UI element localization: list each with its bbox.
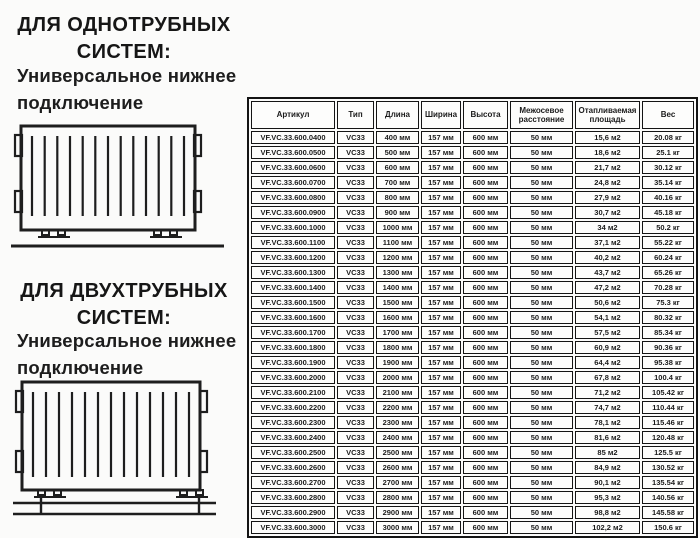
table-cell: 1400 мм [376, 281, 419, 294]
table-cell: 600 мм [463, 446, 508, 459]
table-cell: 600 мм [463, 371, 508, 384]
table-cell: 18,6 м2 [575, 146, 640, 159]
table-cell: 157 мм [421, 446, 461, 459]
table-row [251, 266, 694, 279]
table-cell: 115.46 кг [642, 416, 694, 429]
table-cell: 50 мм [510, 506, 573, 519]
table-cell: 74,7 м2 [575, 401, 640, 414]
table-cell: 1500 мм [376, 296, 419, 309]
table-cell: 157 мм [421, 146, 461, 159]
table-cell: 157 мм [421, 236, 461, 249]
table-cell: 50 мм [510, 341, 573, 354]
table-cell: VF.VC.33.600.2500 [251, 446, 335, 459]
table-cell: 3000 мм [376, 521, 419, 534]
table-cell: VF.VC.33.600.2400 [251, 431, 335, 444]
spec-table-body [251, 131, 694, 534]
table-cell: 50 мм [510, 296, 573, 309]
table-cell: 157 мм [421, 476, 461, 489]
table-cell: 600 мм [463, 281, 508, 294]
table-cell: 50 мм [510, 356, 573, 369]
table-cell: VF.VC.33.600.2800 [251, 491, 335, 504]
table-cell: 157 мм [421, 131, 461, 144]
table-cell: 600 мм [463, 506, 508, 519]
table-cell: 900 мм [376, 206, 419, 219]
table-cell: 50 мм [510, 206, 573, 219]
table-cell: 700 мм [376, 176, 419, 189]
table-cell: 135.54 кг [642, 476, 694, 489]
table-cell: 2000 мм [376, 371, 419, 384]
table-cell: 157 мм [421, 401, 461, 414]
table-cell: 64,4 м2 [575, 356, 640, 369]
radiator-diagram-single-pipe [8, 118, 238, 252]
table-cell: 400 мм [376, 131, 419, 144]
col-header-type: Тип [337, 101, 374, 129]
table-cell: VF.VC.33.600.3000 [251, 521, 335, 534]
table-row [251, 296, 694, 309]
table-cell: 85 м2 [575, 446, 640, 459]
table-cell: 2100 мм [376, 386, 419, 399]
table-cell: VF.VC.33.600.1600 [251, 311, 335, 324]
table-cell: 157 мм [421, 326, 461, 339]
table-cell: 98,8 м2 [575, 506, 640, 519]
table-cell: 145.58 кг [642, 506, 694, 519]
table-row [251, 176, 694, 189]
table-cell: VC33 [337, 161, 374, 174]
table-cell: VC33 [337, 311, 374, 324]
table-cell: 1600 мм [376, 311, 419, 324]
table-cell: VC33 [337, 131, 374, 144]
table-cell: 157 мм [421, 281, 461, 294]
table-cell: 1900 мм [376, 356, 419, 369]
table-row [251, 431, 694, 444]
table-cell: VF.VC.33.600.2900 [251, 506, 335, 519]
table-cell: 50.2 кг [642, 221, 694, 234]
table-cell: 65.26 кг [642, 266, 694, 279]
table-cell: 50 мм [510, 161, 573, 174]
table-row [251, 251, 694, 264]
table-row [251, 206, 694, 219]
table-cell: 157 мм [421, 521, 461, 534]
table-row [251, 326, 694, 339]
table-cell: 50 мм [510, 446, 573, 459]
table-cell: 1800 мм [376, 341, 419, 354]
table-cell: 80.32 кг [642, 311, 694, 324]
table-cell: 34 м2 [575, 221, 640, 234]
col-header-article: Артикул [251, 101, 335, 129]
table-cell: 50,6 м2 [575, 296, 640, 309]
table-cell: VC33 [337, 146, 374, 159]
table-cell: 2500 мм [376, 446, 419, 459]
table-cell: 157 мм [421, 356, 461, 369]
table-cell: 50 мм [510, 236, 573, 249]
table-cell: VF.VC.33.600.0800 [251, 191, 335, 204]
table-cell: VF.VC.33.600.2300 [251, 416, 335, 429]
table-cell: 600 мм [463, 146, 508, 159]
table-cell: 85.34 кг [642, 326, 694, 339]
table-cell: 600 мм [463, 161, 508, 174]
table-row [251, 521, 694, 534]
table-cell: 81,6 м2 [575, 431, 640, 444]
table-row [251, 236, 694, 249]
table-cell: 130.52 кг [642, 461, 694, 474]
table-cell: 157 мм [421, 506, 461, 519]
table-cell: 600 мм [463, 356, 508, 369]
table-cell: 102,2 м2 [575, 521, 640, 534]
table-cell: VF.VC.33.600.2600 [251, 461, 335, 474]
table-cell: 157 мм [421, 221, 461, 234]
table-cell: 157 мм [421, 161, 461, 174]
table-row [251, 401, 694, 414]
col-header-weight: Вес [642, 101, 694, 129]
table-cell: 50 мм [510, 371, 573, 384]
table-cell: 30.12 кг [642, 161, 694, 174]
table-cell: 50 мм [510, 251, 573, 264]
table-cell: 2300 мм [376, 416, 419, 429]
table-cell: VF.VC.33.600.2000 [251, 371, 335, 384]
table-cell: 157 мм [421, 341, 461, 354]
table-cell: 60,9 м2 [575, 341, 640, 354]
table-cell: VC33 [337, 491, 374, 504]
table-cell: 50 мм [510, 476, 573, 489]
table-cell: 600 мм [463, 221, 508, 234]
table-row [251, 221, 694, 234]
table-cell: 67,8 м2 [575, 371, 640, 384]
table-row [251, 146, 694, 159]
col-header-height: Высота [463, 101, 508, 129]
table-cell: 43,7 м2 [575, 266, 640, 279]
table-cell: 50 мм [510, 326, 573, 339]
table-cell: VF.VC.33.600.2200 [251, 401, 335, 414]
table-cell: 600 мм [463, 206, 508, 219]
table-cell: VC33 [337, 176, 374, 189]
table-row [251, 191, 694, 204]
table-row [251, 491, 694, 504]
table-cell: 50 мм [510, 281, 573, 294]
table-cell: 157 мм [421, 461, 461, 474]
table-cell: 47,2 м2 [575, 281, 640, 294]
table-cell: 20.08 кг [642, 131, 694, 144]
table-cell: VF.VC.33.600.1300 [251, 266, 335, 279]
table-cell: VC33 [337, 506, 374, 519]
table-cell: 2600 мм [376, 461, 419, 474]
table-cell: 50 мм [510, 146, 573, 159]
table-cell: 600 мм [463, 461, 508, 474]
table-cell: VF.VC.33.600.0400 [251, 131, 335, 144]
table-cell: 157 мм [421, 191, 461, 204]
table-cell: 50 мм [510, 221, 573, 234]
table-row [251, 386, 694, 399]
table-cell: 600 мм [463, 386, 508, 399]
table-cell: 50 мм [510, 176, 573, 189]
table-cell: VC33 [337, 266, 374, 279]
table-cell: 95.38 кг [642, 356, 694, 369]
heading-two-pipe-systems: ДЛЯ ДВУХТРУБНЫХ СИСТЕМ: [20, 280, 228, 329]
col-header-length: Длина [376, 101, 419, 129]
table-cell: 50 мм [510, 431, 573, 444]
radiator-diagram-two-pipe [8, 377, 238, 525]
table-row [251, 371, 694, 384]
table-cell: 1300 мм [376, 266, 419, 279]
table-row [251, 476, 694, 489]
table-cell: 50 мм [510, 416, 573, 429]
table-cell: 500 мм [376, 146, 419, 159]
subheading-universal-bottom-connection-1: Универсальное нижнее подключение [17, 65, 237, 113]
table-cell: 600 мм [463, 311, 508, 324]
table-cell: VC33 [337, 431, 374, 444]
table-cell: 84,9 м2 [575, 461, 640, 474]
table-cell: 90.36 кг [642, 341, 694, 354]
table-cell: 75.3 кг [642, 296, 694, 309]
table-cell: 50 мм [510, 491, 573, 504]
table-header-row [251, 101, 694, 129]
table-cell: 600 мм [463, 341, 508, 354]
table-cell: 600 мм [463, 176, 508, 189]
table-row [251, 356, 694, 369]
table-cell: 157 мм [421, 251, 461, 264]
table-cell: 1200 мм [376, 251, 419, 264]
table-cell: VF.VC.33.600.1400 [251, 281, 335, 294]
table-cell: 45.18 кг [642, 206, 694, 219]
table-cell: VF.VC.33.600.0600 [251, 161, 335, 174]
table-cell: 157 мм [421, 206, 461, 219]
table-cell: VC33 [337, 296, 374, 309]
heading-single-pipe-systems: ДЛЯ ОДНОТРУБНЫХ СИСТЕМ: [17, 14, 231, 63]
table-row [251, 161, 694, 174]
table-cell: 150.6 кг [642, 521, 694, 534]
table-cell: 50 мм [510, 266, 573, 279]
table-cell: 21,7 м2 [575, 161, 640, 174]
table-cell: 600 мм [463, 131, 508, 144]
table-cell: VF.VC.33.600.1100 [251, 236, 335, 249]
table-cell: VF.VC.33.600.0500 [251, 146, 335, 159]
table-cell: 120.48 кг [642, 431, 694, 444]
table-cell: VC33 [337, 371, 374, 384]
table-row [251, 311, 694, 324]
table-cell: 2800 мм [376, 491, 419, 504]
table-cell: 50 мм [510, 191, 573, 204]
table-cell: VC33 [337, 251, 374, 264]
table-cell: VF.VC.33.600.1700 [251, 326, 335, 339]
table-cell: 40.16 кг [642, 191, 694, 204]
table-cell: VC33 [337, 341, 374, 354]
table-cell: 125.5 кг [642, 446, 694, 459]
table-cell: 57,5 м2 [575, 326, 640, 339]
table-cell: 50 мм [510, 311, 573, 324]
table-cell: 50 мм [510, 131, 573, 144]
table-cell: 105.42 кг [642, 386, 694, 399]
table-cell: 24,8 м2 [575, 176, 640, 189]
table-cell: 110.44 кг [642, 401, 694, 414]
table-row [251, 131, 694, 144]
table-cell: 600 мм [463, 251, 508, 264]
table-cell: 600 мм [463, 401, 508, 414]
table-cell: 15,6 м2 [575, 131, 640, 144]
table-cell: 157 мм [421, 416, 461, 429]
table-cell: VF.VC.33.600.1200 [251, 251, 335, 264]
table-cell: 78,1 м2 [575, 416, 640, 429]
table-cell: VC33 [337, 521, 374, 534]
table-cell: 2900 мм [376, 506, 419, 519]
table-cell: VC33 [337, 416, 374, 429]
table-cell: 1100 мм [376, 236, 419, 249]
radiator-spec-table [247, 97, 698, 538]
col-header-axial-distance: Межосевое расстояние [510, 101, 573, 129]
table-row [251, 446, 694, 459]
table-cell: 157 мм [421, 371, 461, 384]
table-cell: VC33 [337, 221, 374, 234]
table-cell: 27,9 м2 [575, 191, 640, 204]
table-cell: 37,1 м2 [575, 236, 640, 249]
table-cell: VC33 [337, 386, 374, 399]
table-cell: 50 мм [510, 461, 573, 474]
table-cell: 1700 мм [376, 326, 419, 339]
table-cell: 90,1 м2 [575, 476, 640, 489]
table-cell: 600 мм [463, 416, 508, 429]
table-cell: 71,2 м2 [575, 386, 640, 399]
table-cell: 600 мм [463, 431, 508, 444]
table-cell: 600 мм [463, 476, 508, 489]
table-row [251, 506, 694, 519]
table-cell: 2700 мм [376, 476, 419, 489]
table-cell: VC33 [337, 191, 374, 204]
table-cell: VF.VC.33.600.0900 [251, 206, 335, 219]
table-cell: 30,7 м2 [575, 206, 640, 219]
table-cell: 25.1 кг [642, 146, 694, 159]
table-cell: 600 мм [463, 521, 508, 534]
table-cell: 140.56 кг [642, 491, 694, 504]
col-header-width: Ширина [421, 101, 461, 129]
table-cell: VF.VC.33.600.1900 [251, 356, 335, 369]
table-cell: VC33 [337, 356, 374, 369]
table-cell: VF.VC.33.600.1500 [251, 296, 335, 309]
table-cell: 35.14 кг [642, 176, 694, 189]
table-cell: 157 мм [421, 176, 461, 189]
col-header-heated-area: Отапливаемая площадь [575, 101, 640, 129]
table-row [251, 281, 694, 294]
table-cell: 157 мм [421, 311, 461, 324]
table-cell: VC33 [337, 236, 374, 249]
table-cell: 100.4 кг [642, 371, 694, 384]
table-cell: VF.VC.33.600.2700 [251, 476, 335, 489]
table-cell: 600 мм [376, 161, 419, 174]
table-cell: 40,2 м2 [575, 251, 640, 264]
table-cell: VC33 [337, 206, 374, 219]
table-cell: 600 мм [463, 266, 508, 279]
table-cell: VC33 [337, 326, 374, 339]
table-cell: 50 мм [510, 401, 573, 414]
table-cell: 157 мм [421, 431, 461, 444]
table-cell: 157 мм [421, 491, 461, 504]
table-cell: 50 мм [510, 521, 573, 534]
table-cell: 600 мм [463, 236, 508, 249]
table-cell: 157 мм [421, 266, 461, 279]
table-cell: 54,1 м2 [575, 311, 640, 324]
table-cell: VF.VC.33.600.1800 [251, 341, 335, 354]
table-cell: 600 мм [463, 296, 508, 309]
table-cell: VC33 [337, 281, 374, 294]
table-cell: 50 мм [510, 386, 573, 399]
table-cell: 800 мм [376, 191, 419, 204]
table-cell: 2200 мм [376, 401, 419, 414]
table-cell: VC33 [337, 476, 374, 489]
subheading-universal-bottom-connection-2: Универсальное нижнее подключение [17, 330, 237, 378]
table-cell: 55.22 кг [642, 236, 694, 249]
table-cell: VC33 [337, 446, 374, 459]
table-cell: 157 мм [421, 296, 461, 309]
table-row [251, 461, 694, 474]
table-cell: 600 мм [463, 491, 508, 504]
table-cell: 600 мм [463, 326, 508, 339]
table-cell: 1000 мм [376, 221, 419, 234]
table-cell: VC33 [337, 401, 374, 414]
table-cell: 600 мм [463, 191, 508, 204]
table-cell: VF.VC.33.600.2100 [251, 386, 335, 399]
table-cell: 60.24 кг [642, 251, 694, 264]
table-cell: 70.28 кг [642, 281, 694, 294]
table-cell: 2400 мм [376, 431, 419, 444]
table-cell: 157 мм [421, 386, 461, 399]
table-cell: VF.VC.33.600.1000 [251, 221, 335, 234]
table-cell: VC33 [337, 461, 374, 474]
table-cell: 95,3 м2 [575, 491, 640, 504]
table-cell: VF.VC.33.600.0700 [251, 176, 335, 189]
table-row [251, 416, 694, 429]
table-row [251, 341, 694, 354]
